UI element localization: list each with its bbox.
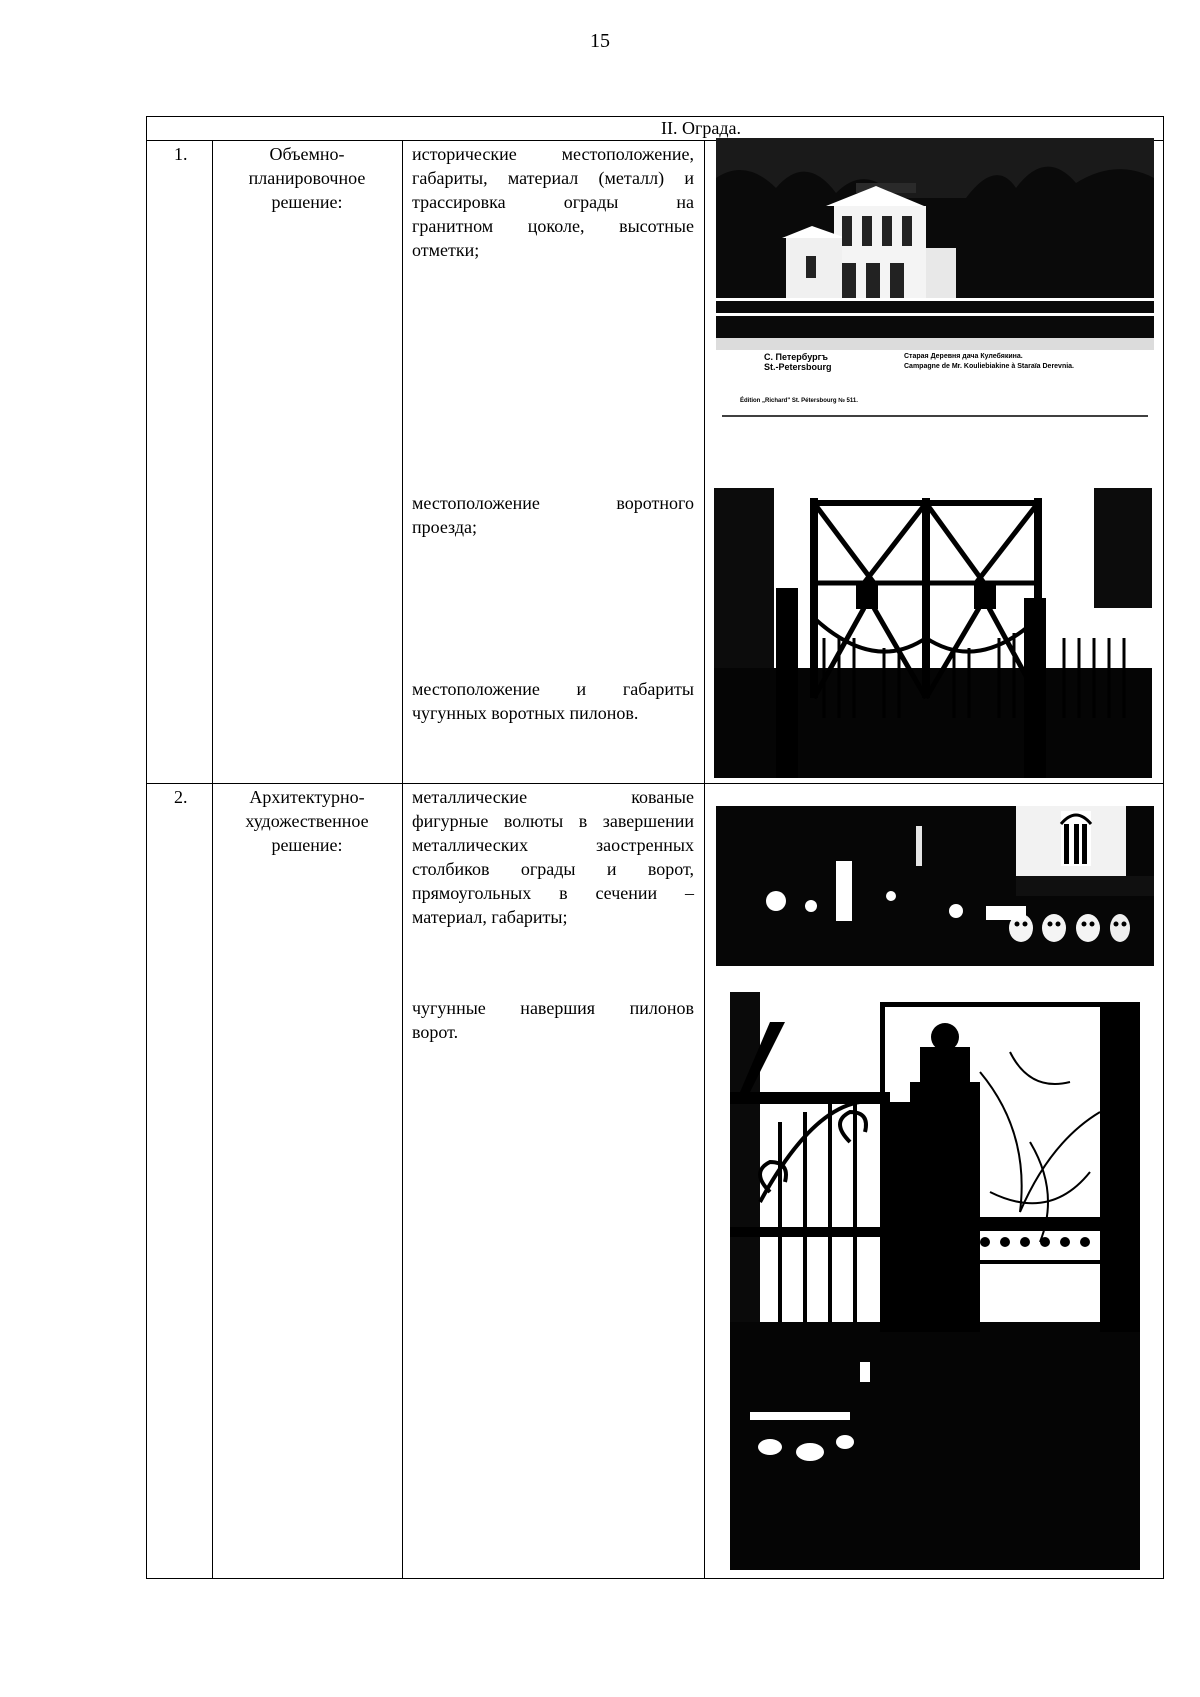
row-item: чугунные навершия пилонов ворот. xyxy=(412,998,694,1042)
pylon-finial-photo xyxy=(730,992,1140,1570)
row-name: Объемно- планировочное решение: xyxy=(248,144,366,212)
section-title: II. Ограда. xyxy=(660,118,741,138)
row-item: металлические кованые фигурные волюты в завершении металлических заостренных столбиков ограды и ворот, прямоугольных в сечении – материал, габариты; xyxy=(412,787,694,927)
gate-photo xyxy=(714,488,1152,778)
row-name: Архитектурно- художественное решение: xyxy=(245,787,369,855)
row-number: 2. xyxy=(174,787,188,807)
postcard-publisher: Édition „Richard" St. Pétersbourg № 511. xyxy=(740,398,858,404)
monument-table xyxy=(146,116,1164,1579)
dacha-postcard-photo xyxy=(716,138,1154,420)
row-item: местоположение воротного проезда; xyxy=(412,493,694,537)
row-item: местоположение и габариты чугунных воротных пилонов. xyxy=(412,679,694,723)
row-item: исторические местоположение, габариты, материал (металл) и трассировка ограды на гранитном цоколе, высотные отметки; xyxy=(412,144,694,260)
volute-detail-photo xyxy=(716,806,1154,966)
postcard-caption-title: Старая Деревня дача Кулебякина. Campagne de Mr. Kouliebiakine à Staraïa Derevnia. xyxy=(904,353,1075,370)
row-number: 1. xyxy=(174,144,188,164)
postcard-caption-city: С. Петербургъ St.-Petersbourg xyxy=(764,352,832,372)
page-number: 15 xyxy=(590,30,610,52)
